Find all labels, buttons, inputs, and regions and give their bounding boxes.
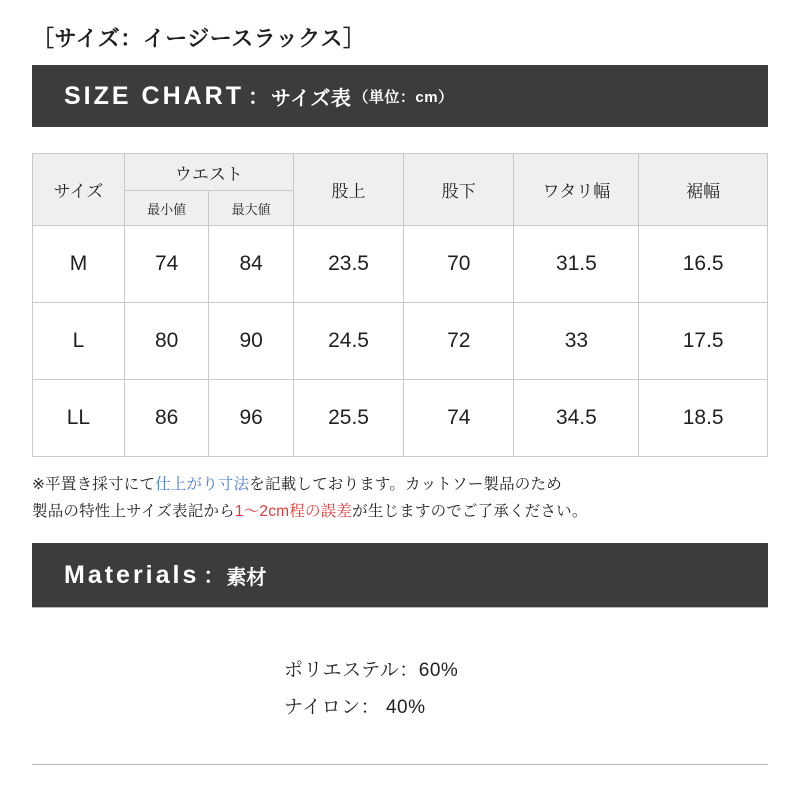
cell-thigh: 31.5 (514, 226, 639, 303)
cell-waist-max: 90 (209, 303, 294, 380)
materials-bottom-rule (32, 764, 768, 765)
cell-size: L (33, 303, 125, 380)
note-text-2: を記載しております。カットソー製品のため (249, 476, 562, 493)
cell-size: LL (33, 380, 125, 457)
size-chart-title-jp: サイズ表 (271, 87, 352, 110)
table-header-row-top (33, 154, 768, 191)
cell-waist-min: 74 (124, 226, 209, 303)
material-item: ポリエステル：60% (284, 660, 459, 682)
cell-waist-max: 84 (209, 226, 294, 303)
material-item: ナイロン： 40% (284, 697, 426, 719)
cell-waist-min: 86 (124, 380, 209, 457)
table-row (33, 226, 768, 303)
cell-waist-max: 96 (209, 380, 294, 457)
header-size: サイズ (33, 154, 125, 226)
cell-inseam: 70 (404, 226, 514, 303)
measurement-note-line2 (32, 498, 768, 525)
size-chart-unit-label: （単位：cm） (353, 88, 454, 106)
cell-rise: 25.5 (293, 380, 403, 457)
cell-thigh: 33 (514, 303, 639, 380)
size-chart-title-separator: ： (248, 86, 269, 109)
size-chart-title-en: SIZE CHART (64, 81, 244, 110)
note-highlight-red: 1〜2cm程の誤差 (234, 503, 353, 521)
header-inseam: 股下 (404, 154, 514, 226)
measurement-note (32, 457, 768, 525)
cell-rise: 24.5 (293, 303, 403, 380)
cell-hem: 17.5 (639, 303, 768, 380)
cell-inseam: 74 (404, 380, 514, 457)
cell-waist-min: 80 (124, 303, 209, 380)
header-thigh: ワタリ幅 (514, 154, 639, 226)
cell-hem: 16.5 (639, 226, 768, 303)
size-chart-header-band (32, 65, 768, 127)
note-text-1: ※平置き採寸にて (32, 476, 156, 493)
header-hem: 裾幅 (639, 154, 768, 226)
materials-title-separator: ： (203, 565, 225, 589)
header-rise: 股上 (293, 154, 403, 226)
header-waist-min: 最小値 (124, 191, 209, 226)
materials-header-band (32, 543, 768, 607)
materials-list (32, 608, 768, 764)
materials-title-jp: 素材 (226, 566, 267, 589)
note-highlight-blue: 仕上がり寸法 (155, 476, 250, 493)
cell-thigh: 34.5 (514, 380, 639, 457)
note-text-3: 製品の特性上サイズ表記から (32, 503, 235, 521)
table-row (33, 303, 768, 380)
materials-title-en: Materials (64, 560, 200, 589)
measurement-note-line1 (32, 471, 768, 498)
header-waist: ウエスト (124, 154, 293, 191)
size-chart-table (32, 153, 768, 457)
cell-size: M (33, 226, 125, 303)
table-row (33, 380, 768, 457)
page-title: ［サイズ：イージースラックス］ (32, 26, 366, 51)
cell-hem: 18.5 (639, 380, 768, 457)
cell-inseam: 72 (404, 303, 514, 380)
header-waist-max: 最大値 (209, 191, 294, 226)
note-text-4: が生じますのでご了承ください。 (352, 503, 588, 521)
cell-rise: 23.5 (293, 226, 403, 303)
